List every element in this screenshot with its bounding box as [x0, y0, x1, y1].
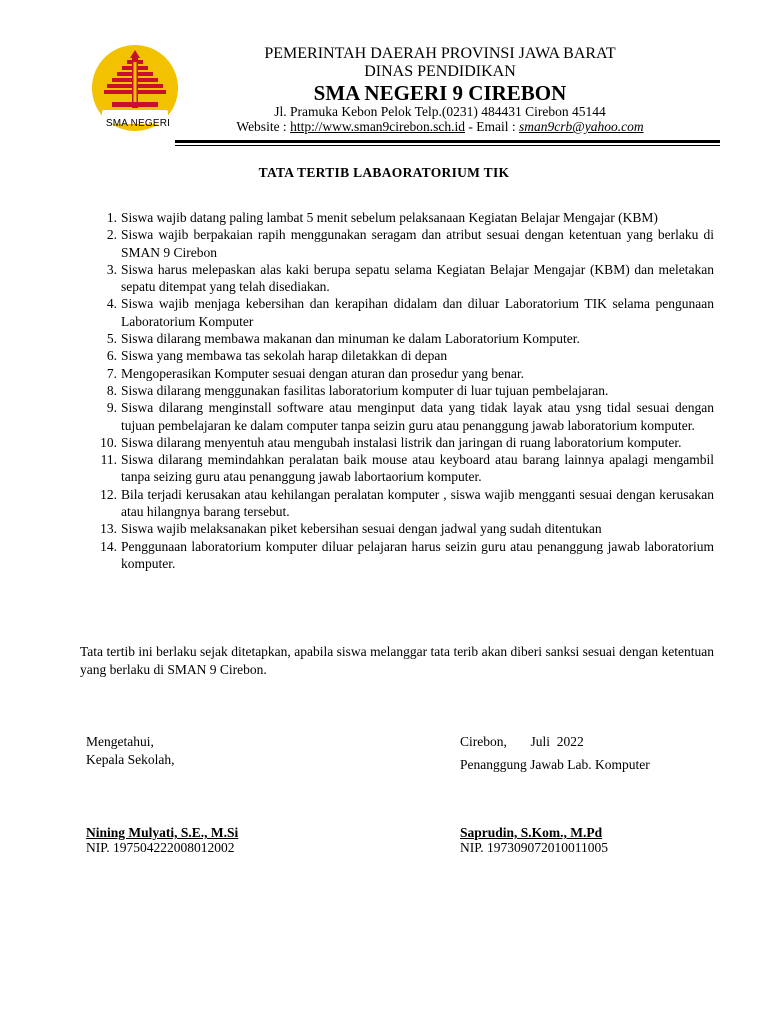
logo-text: SMA NEGERI: [105, 118, 171, 129]
signature-left-nip: NIP. 197504222008012002: [86, 840, 235, 855]
rules-list: [80, 209, 714, 572]
document-title: TATA TERTIB LABAORATORIUM TIK: [258, 165, 510, 180]
list-item: 4. Siswa wajib menjaga kebersihan dan kerapihan didalam dan diluar Laboratorium TIK selama pengunaan Laboratorium Komputer: [106, 296, 714, 329]
list-item: 8. Siswa dilarang menggunakan fasilitas laboratorium komputer di luar tujuan pembelajaran.: [106, 382, 609, 398]
signature-right-name: Saprudin, S.Kom., M.Pd: [460, 825, 603, 840]
list-item: 3. Siswa harus melepaskan alas kaki berupa sepatu selama Kegiatan Belajar Mengajar (KBM) dan meletakan sepatu ditempat yang telah disediakan.: [106, 261, 714, 295]
email-label: - Email :: [465, 119, 520, 134]
list-item: 6. Siswa yang membawa tas sekolah harap diletakkan di depan: [106, 348, 448, 364]
signature-right-role: Penanggung Jawab Lab. Komputer: [460, 757, 650, 772]
header-department: DINAS PENDIDIKAN: [364, 63, 516, 80]
email-link[interactable]: sman9crb@yahoo.com: [519, 119, 644, 134]
list-item: 7. Mengoperasikan Komputer sesuai dengan aturan dan prosedur yang benar.: [106, 365, 524, 381]
header-school-name: SMA NEGERI 9 CIREBON: [313, 81, 567, 105]
list-item: 13. Siswa wajib melaksanakan piket kebersihan sesuai dengan jadwal yang sudah ditentukan: [100, 521, 602, 537]
signature-right-nip: NIP. 197309072010011005: [460, 840, 609, 855]
header-government: PEMERINTAH DAERAH PROVINSI JAWA BARAT: [264, 45, 616, 62]
signature-left-name: Nining Mulyati, S.E., M.Si: [86, 825, 239, 840]
signature-left-acknowledge: Mengetahui,: [86, 734, 154, 749]
signature-left-role: Kepala Sekolah,: [86, 752, 175, 767]
list-item: 2. Siswa wajib berpakaian rapih menggunakan seragam dan atribut sesuai dengan ketentuan yang berlaku di SMAN 9 Cirebon: [106, 227, 714, 260]
header-contact: [190, 119, 690, 135]
header-divider-thick: [175, 140, 720, 143]
list-item: 9. Siswa dilarang menginstall software atau menginput data yang tidak layak atau ysng tidal sesuai dengan tujuan pembelajaran ke dalam computer tanpa seizin guru atau penanggung jawab laboratorium komputer.: [106, 400, 714, 433]
closing-paragraph: Tata tertib ini berlaku sejak ditetapkan, apabila siswa melanggar tata terib akan diberi sanksi sesuai dengan ketentuan yang berlaku di SMAN 9 Cirebon.: [80, 644, 714, 677]
website-link[interactable]: http://www.sman9cirebon.sch.id: [290, 119, 466, 134]
list-item: 11. Siswa dilarang memindahkan peralatan baik mouse atau keyboard atau barang lainnya apalagi mengambil tanpa seizing guru atau penanggung jawab labortaorium komputer.: [100, 452, 714, 485]
signature-right-place-date: Cirebon, Juli 2022: [460, 734, 584, 749]
header-divider-thin: [175, 145, 720, 146]
list-item: 14. Penggunaan laboratorium komputer diluar pelajaran harus seizin guru atau penanggung jawab laboratorium komputer.: [100, 538, 714, 571]
list-item: 10. Siswa dilarang menyentuh atau mengubah instalasi listrik dan jaringan di ruang laboratorium komputer.: [100, 434, 682, 450]
list-item: 1. Siswa wajib datang paling lambat 5 menit sebelum pelaksanaan Kegiatan Belajar Mengajar (KBM): [106, 210, 658, 225]
list-item: 5. Siswa dilarang membawa makanan dan minuman ke dalam Laboratorium Komputer.: [106, 331, 580, 347]
list-item: 12. Bila terjadi kerusakan atau kehilangan peralatan komputer , siswa wajib mengganti sesuai dengan kerusakan atau hilangnya barang tersebut.: [100, 486, 714, 520]
website-label: Website :: [236, 119, 291, 134]
header-address: Jl. Pramuka Kebon Pelok Telp.(0231) 484431 Cirebon 45144: [274, 104, 606, 119]
